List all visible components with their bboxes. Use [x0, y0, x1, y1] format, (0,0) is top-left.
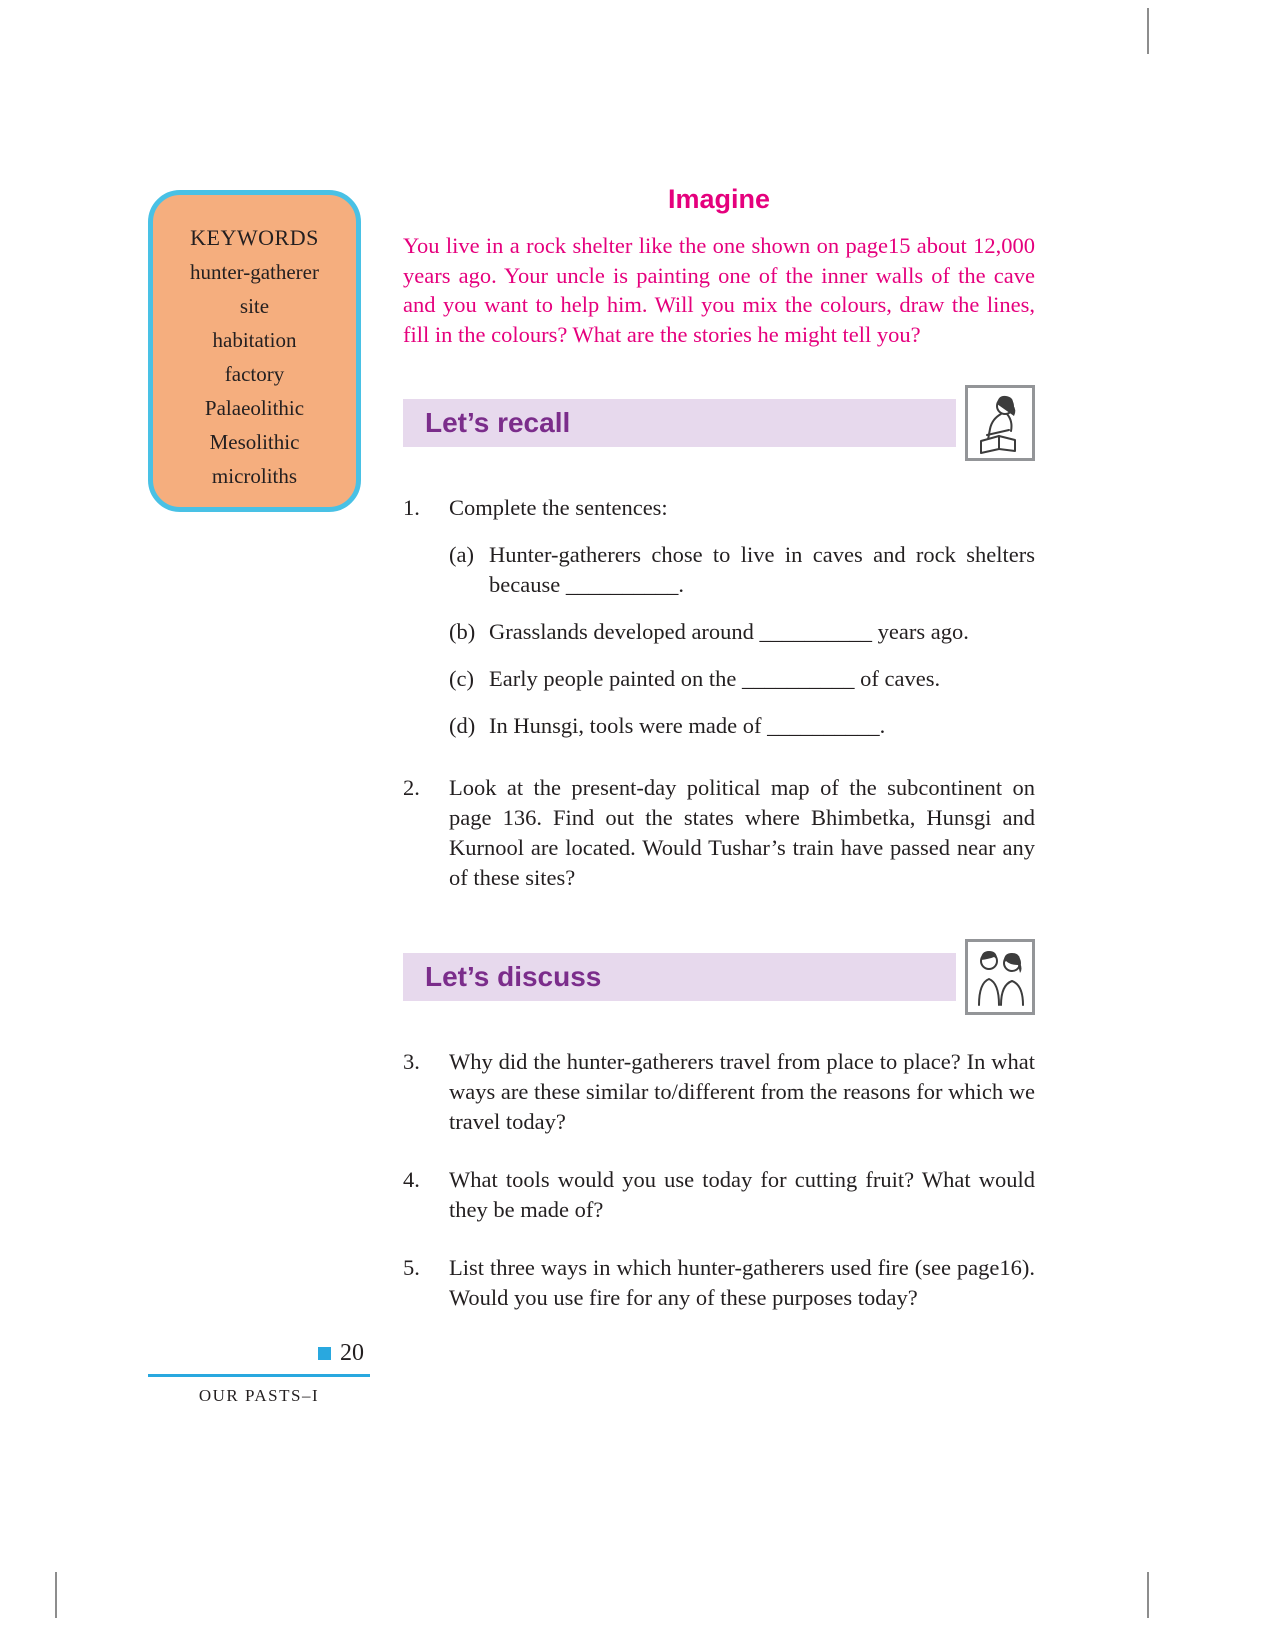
question-item-3: [403, 1047, 1035, 1137]
page-number-square-icon: [318, 1347, 331, 1360]
question-number: 5.: [403, 1255, 420, 1280]
question-item-2: [403, 773, 1035, 893]
discuss-title: Let’s discuss: [425, 961, 602, 992]
page-number: 20: [340, 1340, 364, 1366]
question-text: What tools would you use today for cutting fruit? What would they be made of?: [449, 1167, 1035, 1222]
question-item-4: [403, 1165, 1035, 1225]
subitem-label: (d): [449, 713, 476, 738]
question-text: Complete the sentences:: [449, 495, 668, 520]
imagine-paragraph: You live in a rock shelter like the one shown on page15 about 12,000 years ago. Your uncle is painting one of the inner walls of the cave and you want to help him. Will you mix the colours, draw the lines, fill in the colours? What are the stories he might tell you?: [403, 233, 1035, 347]
question-text: Why did the hunter-gatherers travel from place to place? In what ways are these similar to/different from the reasons for which we travel today?: [449, 1049, 1035, 1134]
subitem-a: [449, 540, 1035, 600]
question-item-5: [403, 1253, 1035, 1313]
keyword-item: factory: [224, 362, 285, 386]
recall-title: Let’s recall: [425, 407, 571, 438]
keyword-item: site: [239, 294, 270, 318]
crop-mark-top-right: [1147, 8, 1149, 54]
two-people-icon: [971, 945, 1029, 1009]
book-title: OUR PASTS–I: [198, 1386, 320, 1405]
subitem-b: [449, 617, 1035, 647]
subitem-label: (a): [449, 542, 474, 567]
question-body: [449, 493, 1035, 741]
crop-mark-bottom-right: [1147, 1572, 1149, 1618]
keyword-item: Mesolithic: [209, 430, 300, 454]
footer-rule: [148, 1374, 370, 1377]
question-number: 3.: [403, 1049, 420, 1074]
subitem-text: Grasslands developed around __________ years ago.: [489, 619, 969, 644]
discuss-section-header: [403, 939, 1035, 1015]
subitem-text: In Hunsgi, tools were made of __________.: [489, 713, 886, 738]
subitem-label: (c): [449, 666, 474, 691]
subitem-text: Hunter-gatherers chose to live in caves and rock shelters because __________.: [489, 542, 1035, 597]
keyword-item: microliths: [211, 464, 298, 488]
two-people-illustration: [965, 939, 1035, 1015]
keyword-item: Palaeolithic: [204, 396, 305, 420]
question-number: 4.: [403, 1167, 420, 1192]
question-number: 2.: [403, 775, 420, 800]
page-number-row: [148, 1340, 370, 1367]
keyword-item: hunter-gatherer: [189, 260, 319, 284]
question-text: List three ways in which hunter-gatherers used fire (see page16). Would you use fire for any of these purposes today?: [449, 1255, 1035, 1310]
subitem-c: [449, 664, 1035, 694]
subitem-label: (b): [449, 619, 476, 644]
keyword-item: habitation: [212, 328, 297, 352]
subitem-text: Early people painted on the __________ of caves.: [489, 666, 941, 691]
reading-person-icon: [971, 391, 1029, 455]
crop-mark-bottom-left: [55, 1572, 57, 1618]
keywords-title: KEYWORDS: [190, 225, 319, 250]
reading-person-illustration: [965, 385, 1035, 461]
discuss-band: [403, 953, 956, 1001]
main-column: [403, 184, 1035, 1313]
question-text: Look at the present-day political map of the subcontinent on page 136. Find out the states where Bhimbetka, Hunsgi and Kurnool are located. Would Tushar’s train have passed near any of these sites?: [449, 775, 1035, 890]
imagine-heading: Imagine: [667, 184, 771, 214]
recall-section-header: [403, 385, 1035, 461]
question-subitems: [449, 540, 1035, 741]
subitem-d: [449, 711, 1035, 741]
question-number: 1.: [403, 495, 420, 520]
recall-band: [403, 399, 956, 447]
keywords-box: [148, 190, 361, 512]
page-footer: [148, 1340, 370, 1406]
question-item-1: [403, 493, 1035, 741]
